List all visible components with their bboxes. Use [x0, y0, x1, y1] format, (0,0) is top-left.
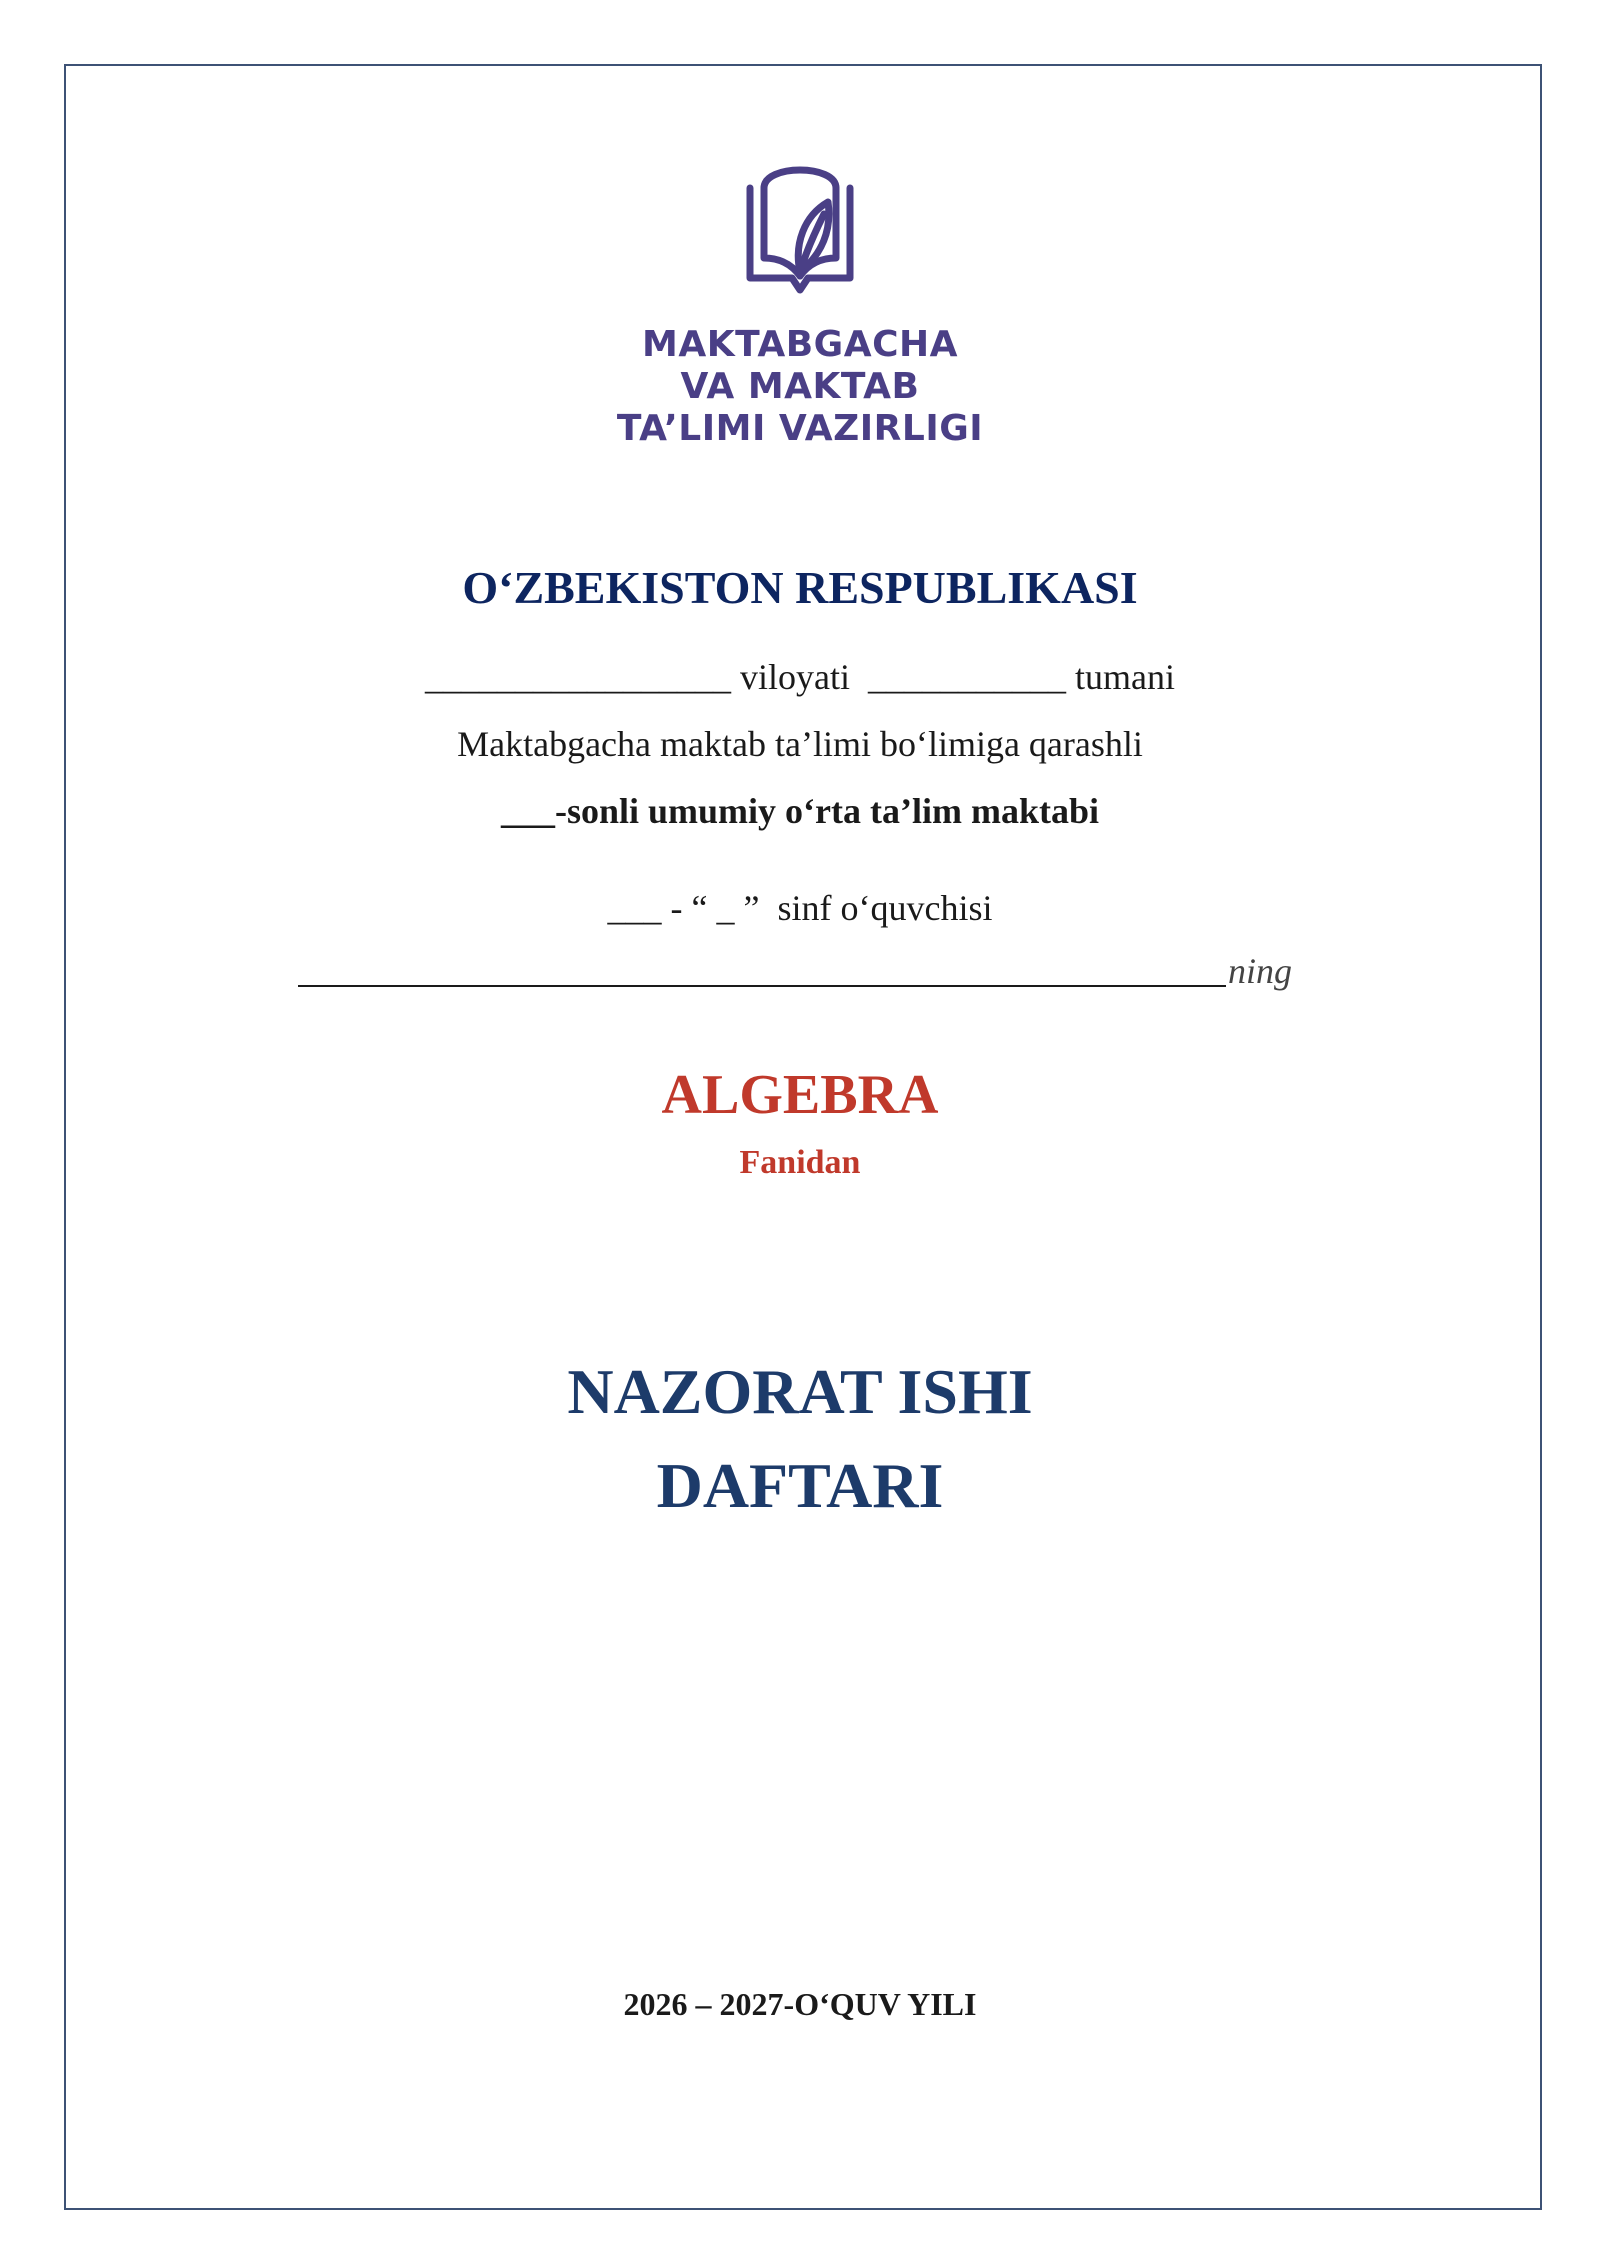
region-district-line: _________________ viloyati ___________ tumani: [425, 657, 1175, 697]
notebook-title-line-1: NAZORAT ISHI: [567, 1356, 1033, 1427]
notebook-title-line-2: DAFTARI: [656, 1450, 944, 1521]
grade-line: ___ - “ _ ” sinf o‘quvchisi: [607, 888, 993, 928]
department-line: Maktabgacha maktab ta’limi bo‘limiga qarashli: [457, 724, 1143, 764]
subject-title: ALGEBRA: [661, 1064, 939, 1126]
ministry-name-line-2: VA MAKTAB: [680, 366, 920, 407]
subject-subtitle: Fanidan: [739, 1144, 861, 1181]
student-name-line: [298, 949, 1298, 993]
name-blank-rule: [298, 985, 1226, 987]
ministry-name-line-1: MAKTABGACHA: [642, 324, 958, 365]
ministry-name-line-3: TA’LIMI VAZIRLIGI: [616, 408, 984, 449]
book-leaf-icon: [742, 154, 858, 300]
academic-year: 2026 – 2027-O‘QUV YILI: [623, 1986, 977, 2022]
republic-heading: O‘ZBEKISTON RESPUBLIKASI: [462, 562, 1138, 613]
school-line: ___-sonli umumiy o‘rta ta’lim maktabi: [501, 791, 1099, 831]
name-suffix: ning: [1228, 951, 1293, 991]
